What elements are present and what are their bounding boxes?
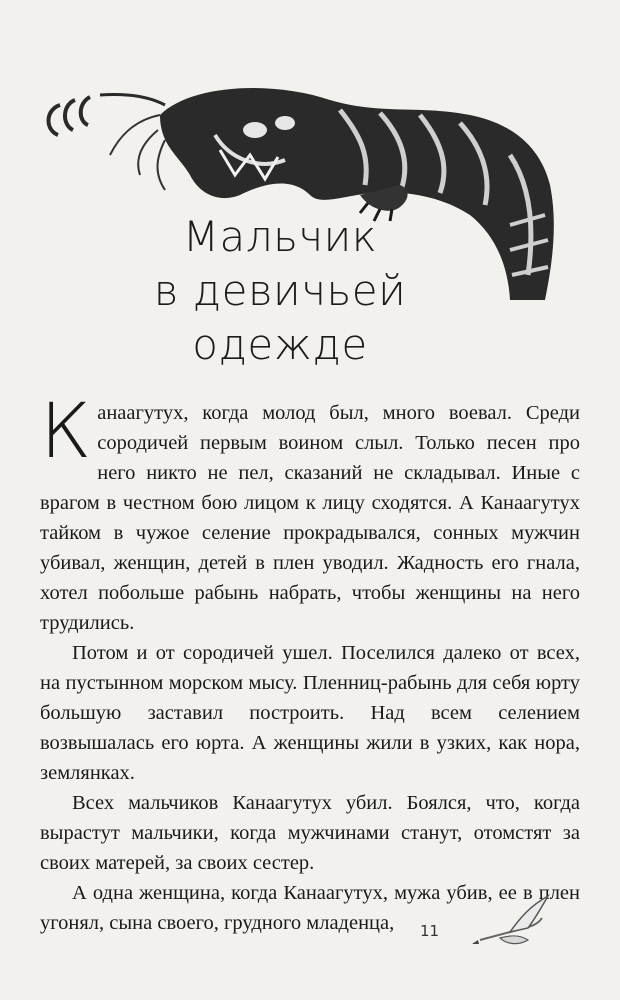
paragraph-4: А одна женщина, когда Канаагутух, мужа убив, ее в плен угонял, сына своего, грудного младенца, (40, 882, 580, 934)
paragraph-2: Потом и от сородичей ушел. Поселился далеко от всех, на пустынном морском мысу. Пленниц-рабынь для себя юрту большую заставил построить. Над всем селением возвышалась его юрта. А женщины жили в узких, как нора, землянках. (40, 642, 580, 784)
paragraph-1-text: анаагутух, когда молод был, много воевал. Среди сородичей первым воином слыл. Только песен про него никто не пел, сказаний не складывал. Иные с врагом в честном бою лицом к лицу сходятся. А Канаагутух тайком в чужое селение прокрадывался, сонных мужчин убивал, женщин, детей в плен уводил. Жадность его гнала, хотел побольше рабынь набрать, чтобы женщины на него трудились. (40, 402, 580, 634)
page-number: 11 (420, 922, 440, 940)
chapter-title-line-2: в девичьей (153, 266, 407, 315)
chapter-text (40, 386, 580, 938)
seagull-illustration-icon (470, 888, 560, 958)
chapter-title (0, 210, 560, 372)
chapter-title-line-1: Мальчик (182, 212, 378, 261)
paragraph-1 (40, 386, 580, 638)
paragraph-3: Всех мальчиков Канаагутух убил. Боялся, что, когда вырастут мальчики, когда мужчинами станут, отомстят за своих матерей, за своих сестер. (40, 792, 580, 874)
chapter-title-line-3: одежде (192, 320, 368, 369)
drop-cap: К (40, 386, 92, 475)
